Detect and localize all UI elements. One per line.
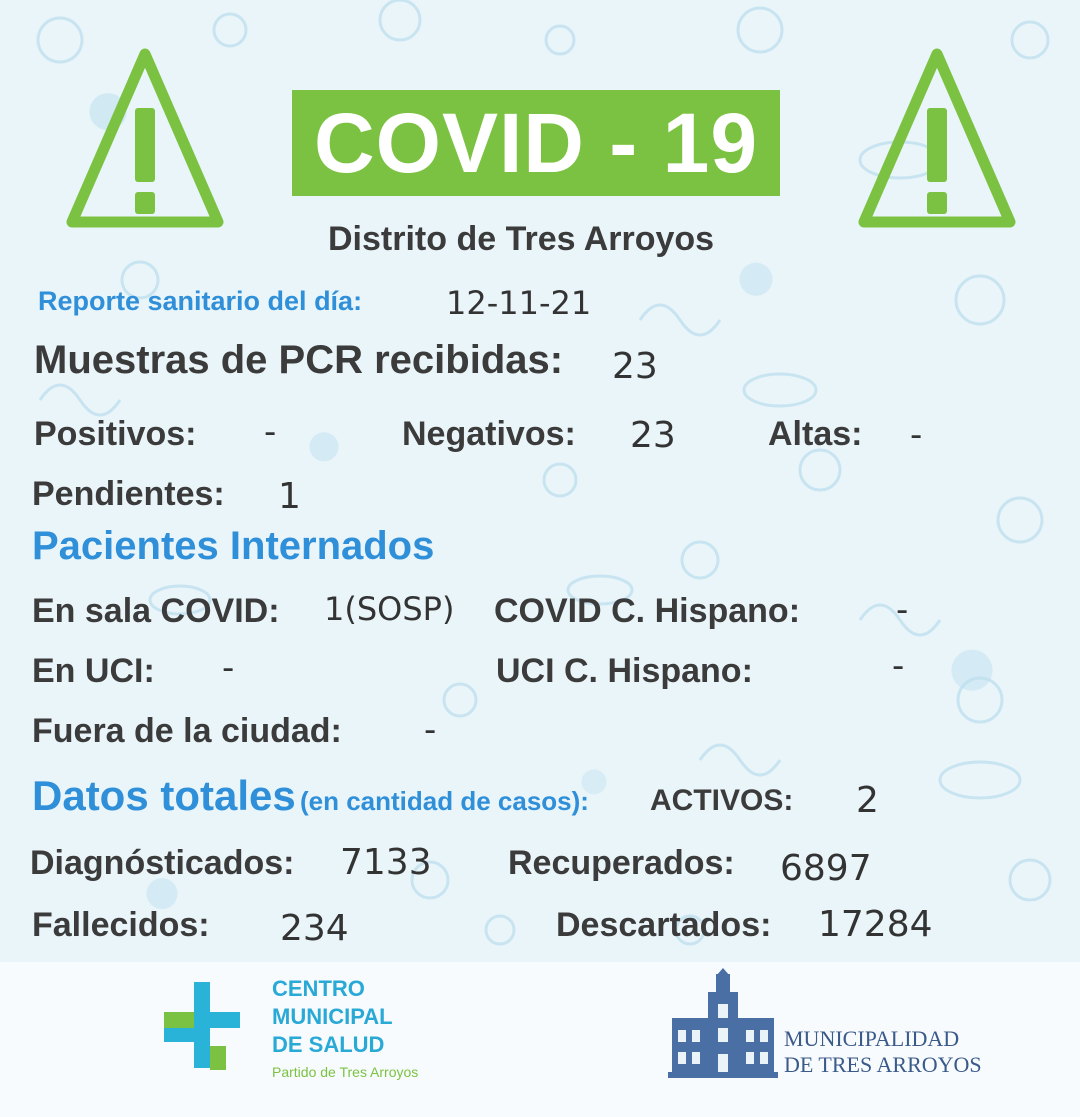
municipal-building-icon: [668, 968, 778, 1080]
altas-label: Altas:: [768, 415, 863, 453]
activos-label: ACTIVOS:: [650, 784, 794, 817]
negativos-value: 23: [630, 415, 676, 456]
warning-right-icon: [856, 46, 1018, 230]
descartados-value: 17284: [818, 904, 933, 945]
internados-heading: Pacientes Internados: [32, 524, 435, 568]
pcr-value: 23: [612, 346, 658, 387]
muni-logo-line2: DE TRES ARROYOS: [784, 1052, 982, 1077]
centro-logo-line2: MUNICIPAL: [272, 1004, 393, 1029]
page-title: COVID - 19: [313, 95, 759, 190]
uci-hispano-value: -: [892, 646, 905, 686]
centro-logo-sub: Partido de Tres Arroyos: [272, 1064, 419, 1080]
muni-logo-line1: MUNICIPALIDAD: [784, 1026, 960, 1051]
activos-value: 2: [856, 780, 879, 821]
totales-heading: Datos totales: [32, 772, 296, 819]
sala-label: En sala COVID:: [32, 592, 280, 630]
negativos-label: Negativos:: [402, 415, 576, 453]
descartados-label: Descartados:: [556, 906, 772, 944]
district-subtitle: Distrito de Tres Arroyos: [328, 220, 715, 258]
footer-logos: [0, 962, 1080, 1117]
altas-value: -: [910, 415, 923, 455]
fuera-label: Fuera de la ciudad:: [32, 712, 342, 750]
diagnosticados-label: Diagnósticados:: [30, 844, 295, 882]
recuperados-value: 6897: [780, 848, 872, 889]
report-label: Reporte sanitario del día:: [38, 286, 363, 316]
warning-left-icon: [64, 46, 226, 230]
sala-value: 1(SOSP): [324, 590, 455, 628]
fallecidos-value: 234: [280, 908, 349, 949]
pendientes-label: Pendientes:: [32, 475, 225, 513]
uci-label: En UCI:: [32, 652, 155, 690]
recuperados-label: Recuperados:: [508, 844, 735, 882]
uci-value: -: [222, 648, 235, 688]
report-date: 12-11-21: [446, 284, 592, 322]
totales-subheading: (en cantidad de casos):: [300, 786, 589, 816]
covid-hispano-label: COVID C. Hispano:: [494, 592, 801, 630]
fallecidos-label: Fallecidos:: [32, 906, 210, 944]
health-cross-icon: [160, 976, 244, 1076]
positivos-label: Positivos:: [34, 415, 197, 453]
centro-logo-line3: DE SALUD: [272, 1032, 385, 1057]
pendientes-value: 1: [278, 476, 301, 517]
centro-logo-line1: CENTRO: [272, 976, 365, 1001]
pcr-label: Muestras de PCR recibidas:: [34, 338, 564, 382]
covid-hispano-value: -: [896, 590, 909, 630]
title-banner: [292, 90, 780, 196]
uci-hispano-label: UCI C. Hispano:: [496, 652, 753, 690]
positivos-value: -: [264, 412, 277, 452]
diagnosticados-value: 7133: [340, 842, 432, 883]
fuera-value: -: [424, 710, 437, 750]
